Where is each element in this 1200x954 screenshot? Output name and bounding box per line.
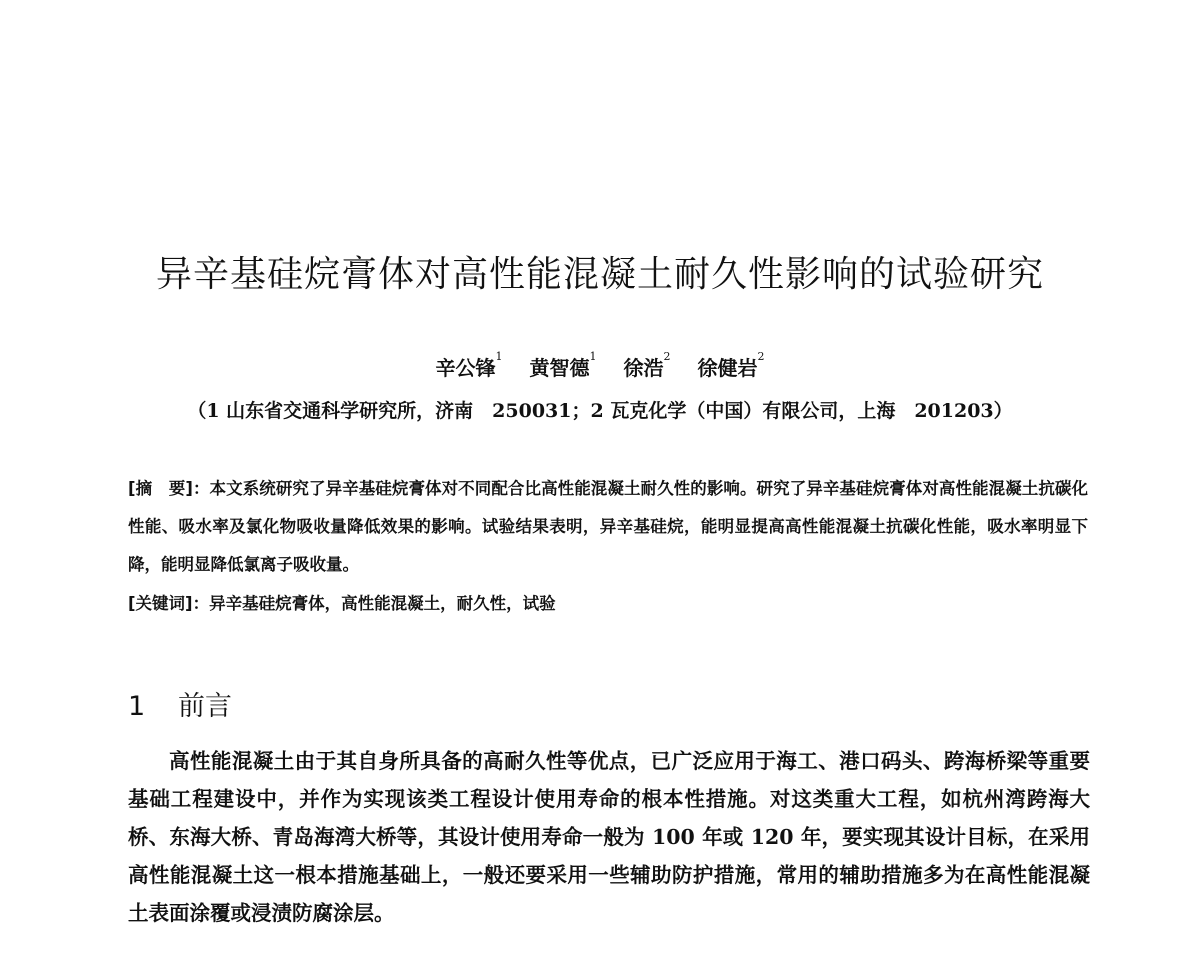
paper-title: 异辛基硅烷膏体对高性能混凝土耐久性影响的试验研究: [155, 254, 1044, 295]
author-list: [0, 352, 1200, 381]
affiliation: （1 山东省交通科学研究所，济南 250031；2 瓦克化学（中国）有限公司，上海 201203）: [187, 400, 1013, 422]
paragraph: 高性能混凝土由于其自身所具备的高耐久性等优点，已广泛应用于海工、港口码头、跨海桥梁等重要基础工程建设中，并作为实现该类工程设计使用寿命的根本性措施。对这类重大工程，如杭州湾跨海大桥、东海大桥、青岛海湾大桥等，其设计使用寿命一般为 100 年或 120 年，要实现其设计目标，在采用高性能混凝土这一根本措施基础上，一般还要采用一些辅助防护措施，常用的辅助措施多为在高性能混凝土表面涂覆或浸渍防腐涂层。: [128, 749, 1090, 925]
section-title: 前言: [178, 691, 232, 722]
keywords: [128, 590, 1088, 614]
keywords-text: 异辛基硅烷膏体，高性能混凝土，耐久性，试验: [209, 594, 556, 613]
keywords-label: [关键词]：: [128, 594, 210, 613]
author: 徐健岩$^2$: [697, 350, 765, 380]
section-number: 1: [128, 691, 146, 722]
author: 徐浩$^2$: [623, 350, 671, 380]
abstract: [128, 470, 1088, 584]
abstract-label: [摘 要]：: [128, 479, 210, 498]
author: 黄智德$^1$: [529, 350, 597, 380]
author: 辛公锋$^1$: [435, 350, 503, 380]
abstract-text: 本文系统研究了异辛基硅烷膏体对不同配合比高性能混凝土耐久性的影响。研究了异辛基硅烷膏体对高性能混凝土抗碳化性能、吸水率及氯化物吸收量降低效果的影响。试验结果表明，异辛基硅烷，能明显提高高性能混凝土抗碳化性能，吸水率明显下降，能明显降低氯离子吸收量。: [128, 479, 1088, 574]
section-heading: [128, 684, 232, 723]
body-text: [128, 742, 1090, 932]
